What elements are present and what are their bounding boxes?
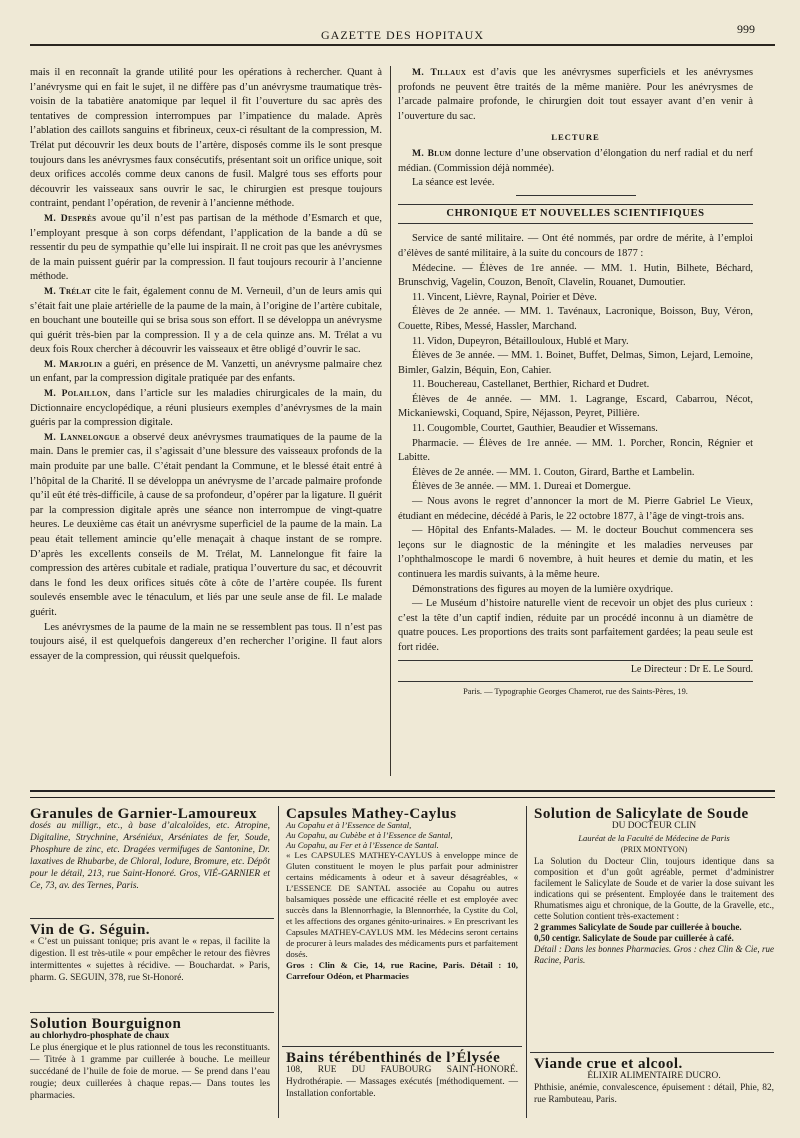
ad-body: 108, RUE DU FAUBOURG SAINT-HONORÉ. Hydrothérapie. — Massages exécutés [méthodiquement. — Installation confortable. — [286, 1065, 518, 1099]
ad-viande-crue — [534, 1058, 774, 1106]
ad-body: Le plus énergique et le plus rationnel de tous les reconstituants. — Titrée à 1 gramme par cuillerée à bouche. Le meilleur succédané de l’huile de foie de morue. — Se prend dans l’eau rougie; deux cuillerées à chaque repas.— Dans toutes les pharmacies. — [30, 1043, 270, 1101]
paragraph: 11. Cougomble, Courtet, Gauthier, Beaudier et Wissemans. — [412, 423, 658, 435]
ad-bourguignon — [30, 1018, 270, 1102]
ad-body: La Solution du Docteur Clin, toujours identique dans sa composition et d’un goût agréable, permet d’administrer facilement le Salicylate de Soude et de varier la dose suivant les indications qui se présentent. Employée dans le traitement des Rhumatismes aigu et chronique, de la Goutte, de la Gravelle, etc., cette Solution contient très-exactement : — [534, 856, 774, 921]
ad-title: Solution de Salicylate de Soude — [534, 806, 749, 822]
paragraph: Élèves de 3e année. — MM. 1. Dureai et Domergue. — [412, 481, 631, 493]
ad-garnier — [30, 808, 270, 892]
ad-bains — [286, 1052, 518, 1100]
left-column — [30, 66, 382, 664]
ad-title: Bains térébenthinés de l’Élysée — [286, 1050, 501, 1066]
ad-subtitle: (PRIX MONTYON) — [620, 845, 688, 854]
paragraph: Pharmacie. — Élèves de 1re année. — MM. 1. Porcher, Roncin, Régnier et Labitte. — [398, 437, 753, 464]
ad-seguin — [30, 924, 270, 984]
ad-line: Au Copahu, au Fer et à l’Essence de Santal. — [286, 840, 439, 850]
paragraph: Service de santé militaire. — Ont été nommés, par ordre de mérite, à l’emploi d’élèves de santé militaire, à la suite du concours de 1877 : — [398, 233, 753, 259]
ad-body: dosés au milligr., etc., à base d’alcaloïdes, etc. Atropine, Digitaline, Strychnine, Arséniéux, Arséniates de fer, Soude, Phosphure de zinc, etc. Dragées vermifuges de Santonine, Dr. laxatives de Rhubarbe, de Chloral, Iodure, Bromure, etc. Dépôt pour le détail, 213, rue Saint-Honoré. Gros, VIÉ-GARNIER et Ce, 73, av. des Ternes, Paris. — [30, 821, 270, 891]
paragraph: mais il en reconnaît la grande utilité pour les opérations à rechercher. Quant à l’anévrysme qui en fait le sujet, il ne diffère pas d’un anévrysme traumatique très-voisin de la tabatière anatomique par lequel il fit l’ouverture du sac après des tentatives de compression interrompues par l’impatience du malade. Après l’ablation des caillots sanguins et fibrineux, ceux-ci résultant de la compression, M. Trélat put découvrir les deux bouts de l’artère, disposés comme ils le sont presque toujours dans les anévrysmes faux consécutifs, présentant soit un orifice unique, soit deux orifices accolés comme deux canons de fusil. Malgré tous ses efforts pour découvrir les vaisseaux sans ouvrir le sac, le chirurgien est presque toujours contraint, pendant l’opération, de revenir à l’ancienne méthode. — [30, 67, 382, 210]
ad-rule — [30, 918, 274, 919]
column-divider — [390, 66, 391, 776]
ad-rule — [530, 1052, 774, 1053]
paragraph: Démonstrations des figures au moyen de la lumière oxydrique. — [412, 583, 674, 595]
ad-title: Granules de Garnier-Lamoureux — [30, 806, 257, 822]
ad-dose: 0,50 centigr. Salicylate de Soude par cuillerée à café. — [534, 933, 734, 943]
ad-body: « C’est un puissant tonique; pris avant le « repas, il facilite la digestion. Il est très-utile « pour empêcher le retour des fièvres intermittentes « sujettes à récidive. — Bouchardat. » Paris, pharm. G. SEGUIN, 378, rue St-Honoré. — [30, 937, 270, 983]
ad-divider — [278, 806, 279, 1118]
ad-line: Au Copahu et à l’Essence de Santal, — [286, 820, 412, 830]
right-column — [398, 66, 753, 700]
ad-clin — [534, 808, 774, 966]
ad-dose: 2 grammes Salicylate de Soude par cuillerée à bouche. — [534, 922, 742, 932]
paragraph: M. Trélat cite le fait, également connu de M. Verneuil, d’un de leurs amis qui s’était fait une plaie artérielle de la paume de la main, à l’origine de l’artère cubitale, en bouchant une bouteille qui se brisa sous son effort. Il se développa un anévrysme qui guérit très-bien par la compression. Il y a de cela quinze ans. M. Trélat a vu deux fois Roux chercher à découvrir les vaisseaux et être obligé d’ouvrir le sac. — [30, 285, 383, 356]
paragraph: — Nous avons le regret d’annoncer la mort de M. Pierre Gabriel Le Vieux, étudiant en médecine, décédé à Paris, le 22 octobre 1877, à l’âge de vingt-trois ans. — [398, 496, 753, 522]
printer-imprint: Paris. — Typographie Georges Chamerot, rue des Saints-Pères, 19. — [398, 681, 753, 700]
section-heading: LECTURE — [551, 132, 600, 143]
ad-footer: Détail : Dans les bonnes Pharmacies. Gros : chez Clin & Cie, rue Racine, Paris. — [534, 944, 774, 965]
ad-divider — [526, 806, 527, 1118]
paragraph: 11. Vidon, Dupeyron, Bétaillouloux, Hublé et Mary. — [412, 335, 629, 347]
paragraph: M. Polaillon, dans l’article sur les maladies chirurgicales de la main, du Dictionnaire encyclopédique, a réuni plusieurs exemples d’anévrysmes de la main guéris par la compression digitale. — [30, 388, 382, 429]
ad-body: « Les CAPSULES MATHEY-CAYLUS à enveloppe mince de Gluten constituent le moyen le plus parfait pour administrer certains médicaments à odeur et à saveur désagréables, « L’ESSENCE DE SANTAL associée au Copahu ou autres balsamiques possède une efficacité réelle et est employée avec succès dans la Blennorrhagie, la Blennorrhée, la Cystite du Col, et les affections des organes génito-urinaires. » En prescrivant les Capsules MATHEY-CAYLUS MM. les Médecins seront certains de procurer à leurs malades des médicaments purs et parfaitement dosés. — [286, 850, 518, 959]
paragraph: Élèves de 2e année. — MM. 1. Couton, Girard, Barthe et Lambelin. — [412, 466, 695, 478]
ad-line: Au Copahu, au Cubèbe et à l’Essence de Santal, — [286, 830, 453, 840]
paragraph: Les anévrysmes de la paume de la main ne se ressemblent pas tous. Il n’est pas toujours aisé, il est quelquefois dangereux d’en rechercher l’origine. Il faut alors essayer de la compression, qui réussit quelquefois. — [30, 621, 382, 662]
page-header — [30, 22, 775, 46]
paragraph: La séance est levée. — [412, 177, 495, 189]
ad-body: Phthisie, anémie, convalescence, épuisement : détail, Phie, 82, rue Rambuteau, Paris. — [534, 1083, 774, 1105]
paragraph: — Le Muséum d’histoire naturelle vient de recevoir un objet des plus curieux : c’est la tête d’un captif indien, réduite par un procédé inconnu à un diamètre de quatre pouces. Les proportions des traits sont parfaitement gardées; la peau seule est fort ridée. — [398, 598, 753, 653]
ad-rule — [282, 1046, 522, 1047]
director-signature: Le Directeur : Dr E. Le Sourd. — [398, 660, 753, 678]
ad-subtitle: DU DOCTEUR CLIN — [611, 821, 697, 831]
separator-rule — [516, 195, 636, 196]
journal-title: GAZETTE DES HOPITAUX — [320, 28, 485, 42]
advertisement-band-rule — [30, 790, 775, 798]
ad-title: Solution Bourguignon — [30, 1016, 182, 1032]
paragraph: M. Tillaux est d’avis que les anévrysmes superficiels et les anévrysmes profonds ne peuvent être traités de la même manière. Pour les anévrysmes de l’arcade palmaire profonde, le chirurgien doit tout essayer avant d’en venir à l’ouverture du sac. — [398, 67, 753, 122]
ad-subtitle: Lauréat de la Faculté de Médecine de Paris — [578, 833, 730, 843]
section-heading: CHRONIQUE ET NOUVELLES SCIENTIFIQUES — [398, 204, 753, 225]
page-number: 999 — [737, 22, 755, 36]
paragraph: — Hôpital des Enfants-Malades. — M. le docteur Bouchut commencera ses leçons sur le diagnostic de la méningite et les maladies nerveuses par l’ophthalmoscope le mardi 6 novembre, à huit heures et demie du matin, et les continuera les mardis suivants, à la même heure. — [398, 525, 753, 580]
ad-title: Capsules Mathey-Caylus — [286, 806, 457, 822]
paragraph: Élèves de 3e année. — MM. 1. Boinet, Buffet, Delmas, Simon, Lejard, Lemoine, Bimler, Galzin, Béquin, Eon, Cahier. — [398, 350, 753, 376]
paragraph: Élèves de 2e année. — MM. 1. Tavénaux, Lacronique, Boisson, Buy, Véron, Couette, Ribes, Messé, Hassler, Marchand. — [398, 306, 753, 332]
ad-title: Vin de G. Séguin. — [30, 922, 151, 938]
paragraph: 11. Vincent, Lièvre, Raynal, Poirier et Dève. — [412, 291, 597, 303]
paragraph: Médecine. — Élèves de 1re année. — MM. 1. Hutin, Bilhete, Béchard, Brunschvig, Vagelin, Couzon, Benoît, Clavelin, Rouanet, Dumoutier. — [398, 262, 753, 289]
paragraph: M. Marjolin a guéri, en présence de M. Vanzetti, un anévrysme palmaire chez un enfant, par la compression digitale pratiquée par des enfants. — [30, 358, 382, 385]
paragraph: M. Desprès avoue qu’il n’est pas partisan de la méthode d’Esmarch et que, l’employant presque à son corps défendant, l’application de la bande a dû se ressentir du peu de sympathie qu’elle lui inspirait. Il ne croit pas que les anévrysmes de la main puissent guérir par la compression. Il faut toujours recourir à l’ancienne méthode. — [30, 212, 382, 283]
paragraph: M. Lannelongue a observé deux anévrysmes traumatiques de la paume de la main. Dans le premier cas, il s’agissait d’une blessure des vaisseaux profonds de la main produite par une balle. C’était pendant la Commune, et le blessé était entré à l’hôpital de la Charité. Il se développa un anévrysme de l’arcade palmaire profonde qu’il eût été très-difficile, à cause de sa profondeur, d’opérer par la ligature. Il guérit par la compression digitale après une séance non interrompue de vingt-quatre heures. Le deuxième cas était un anévrysme superficiel de la paume de la main. La peau était tellement amincie qu’elle menaçait à chaque instant de se rompre. D’après les excellents conseils de M. Trélat, M. Lannelongue fit faire la compression des artères cubitale et radiale, pratiqua l’ouverture du sac, et découvrit dans le fond les deux orifices situés côte à côte de l’artère coupée. Ils furent soulevés ensemble avec le ténaculum, et liés par une seule anse de fil. Le malade guérit. — [30, 431, 382, 618]
paragraph: M. Blum donne lecture d’une observation d’élongation du nerf radial et du nerf médian. (Commission déjà nommée). — [398, 147, 753, 174]
ad-rule — [30, 1012, 274, 1013]
ad-subtitle: au chlorhydro-phosphate de chaux — [30, 1031, 170, 1041]
ad-mathey-caylus — [286, 808, 518, 982]
advertisements — [30, 806, 775, 1126]
paragraph: 11. Bouchereau, Castellanet, Berthier, Richard et Dudret. — [412, 379, 650, 391]
paragraph: Élèves de 4e année. — MM. 1. Lagrange, Escard, Cabarrou, Nécot, Mickaniewski, Coquand, Spire, Néjasson, Peyret, Pillière. — [398, 393, 753, 420]
ad-footer: Gros : Clin & Cie, 14, rue Racine, Paris. Détail : 10, Carrefour Odéon, et Pharmacies — [286, 960, 518, 981]
ad-title: Viande crue et alcool. — [534, 1056, 683, 1072]
ad-subtitle: ÉLIXIR ALIMENTAIRE DUCRO. — [587, 1071, 721, 1081]
